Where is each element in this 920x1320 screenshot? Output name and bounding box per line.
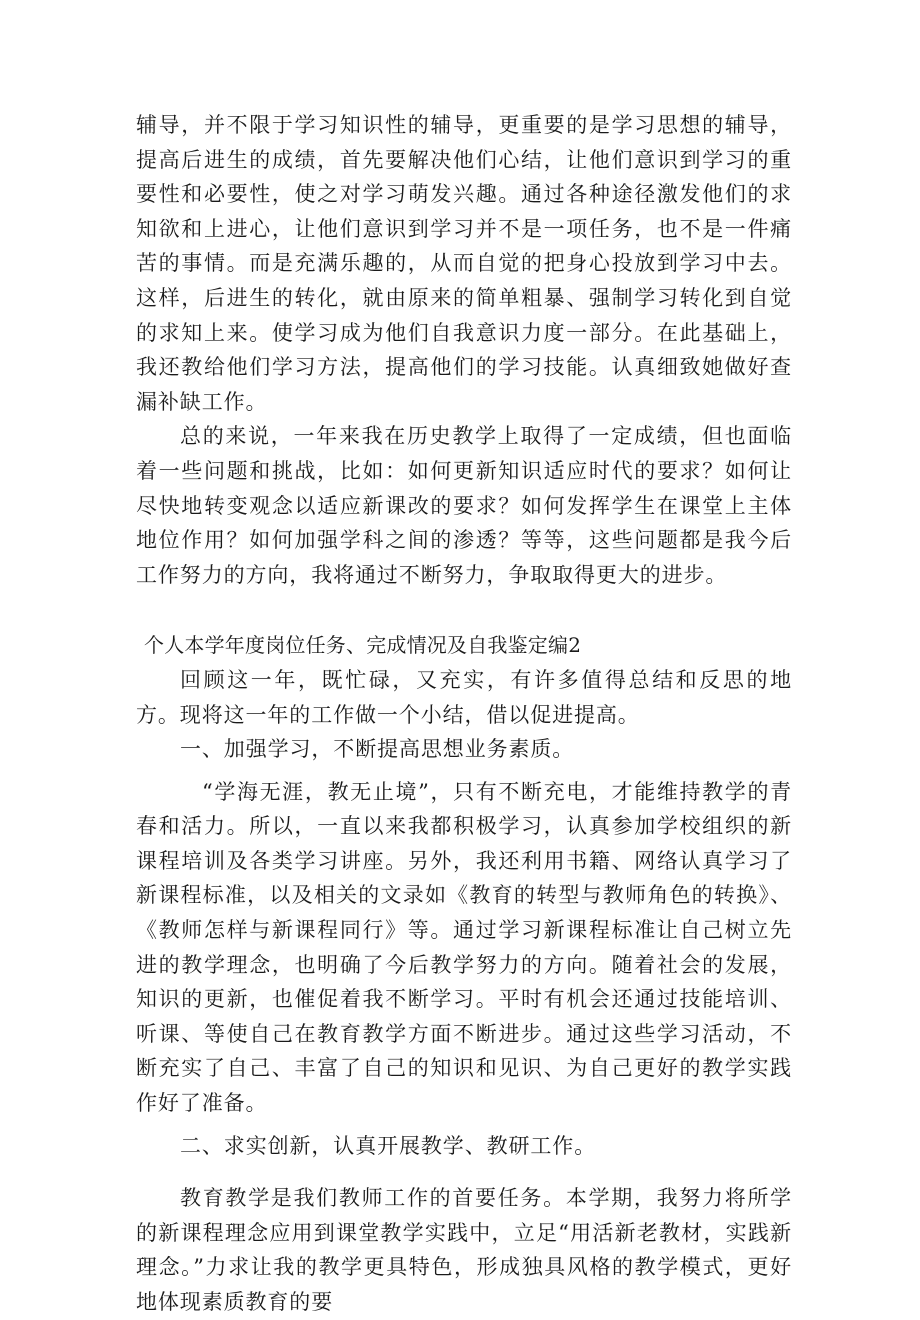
- paragraph-learning: “学海无涯，教无止境”，只有不断充电，才能维持教学的青春和活力。所以，一直以来我都积极学习，认真参加学校组织的新课程培训及各类学习讲座。另外，我还利用书籍、网络认真学习了新课程标准，以及相关的文录如《教育的转型与教师角色的转换》、《教师怎样与新课程同行》等。通过学习新课程标准让自己树立先进的教学理念，也明确了今后教学努力的方向。随着社会的发展，知识的更新，也催促着我不断学习。平时有机会还通过技能培训、听课、等使自己在教育教学方面不断进步。通过这些学习活动，不断充实了自己、丰富了自己的知识和见识、为自己更好的教学实践作好了准备。: [136, 779, 792, 1116]
- document-body: [136, 108, 792, 1320]
- heading-strengthen-learning: 一、加强学习，不断提高思想业务素质。: [180, 737, 575, 762]
- paragraph-summary: 总的来说，一年来我在历史教学上取得了一定成绩，但也面临着一些问题和挑战，比如：如何更新知识适应时代的要求？如何让尽快地转变观念以适应新课改的要求？如何发挥学生在课堂上主体地位作用？如何加强学科之间的渗透？等等，这些问题都是我今后工作努力的方向，我将通过不断努力，争取取得更大的进步。: [136, 424, 792, 587]
- paragraph-tutoring: 辅导，并不限于学习知识性的辅导，更重要的是学习思想的辅导，提高后进生的成绩，首先要解决他们心结，让他们意识到学习的重要性和必要性，使之对学习萌发兴趣。通过各种途径激发他们的求知欲和上进心，让他们意识到学习并不是一项任务，也不是一件痛苦的事情。而是充满乐趣的，从而自觉的把身心投放到学习中去。这样，后进生的转化，就由原来的简单粗暴、强制学习转化到自觉的求知上来。使学习成为他们自我意识力度一部分。在此基础上，我还教给他们学习方法，提高他们的学习技能。认真细致她做好查漏补缺工作。: [136, 113, 792, 414]
- heading-teaching-research: 二、求实创新，认真开展教学、教研工作。: [180, 1133, 597, 1158]
- paragraph-review: 回顾这一年，既忙碌，又充实，有许多值得总结和反思的地方。现将这一年的工作做一个小结，借以促进提高。: [136, 667, 792, 727]
- section-title: 个人本学年度岗位任务、完成情况及自我鉴定编2: [144, 633, 582, 658]
- paragraph-teaching: 教育教学是我们教师工作的首要任务。本学期，我努力将所学的新课程理念应用到课堂教学实践中，立足“用活新老教材，实践新理念。”力求让我的教学更具特色，形成独具风格的教学模式，更好地体现素质教育的要: [136, 1186, 792, 1314]
